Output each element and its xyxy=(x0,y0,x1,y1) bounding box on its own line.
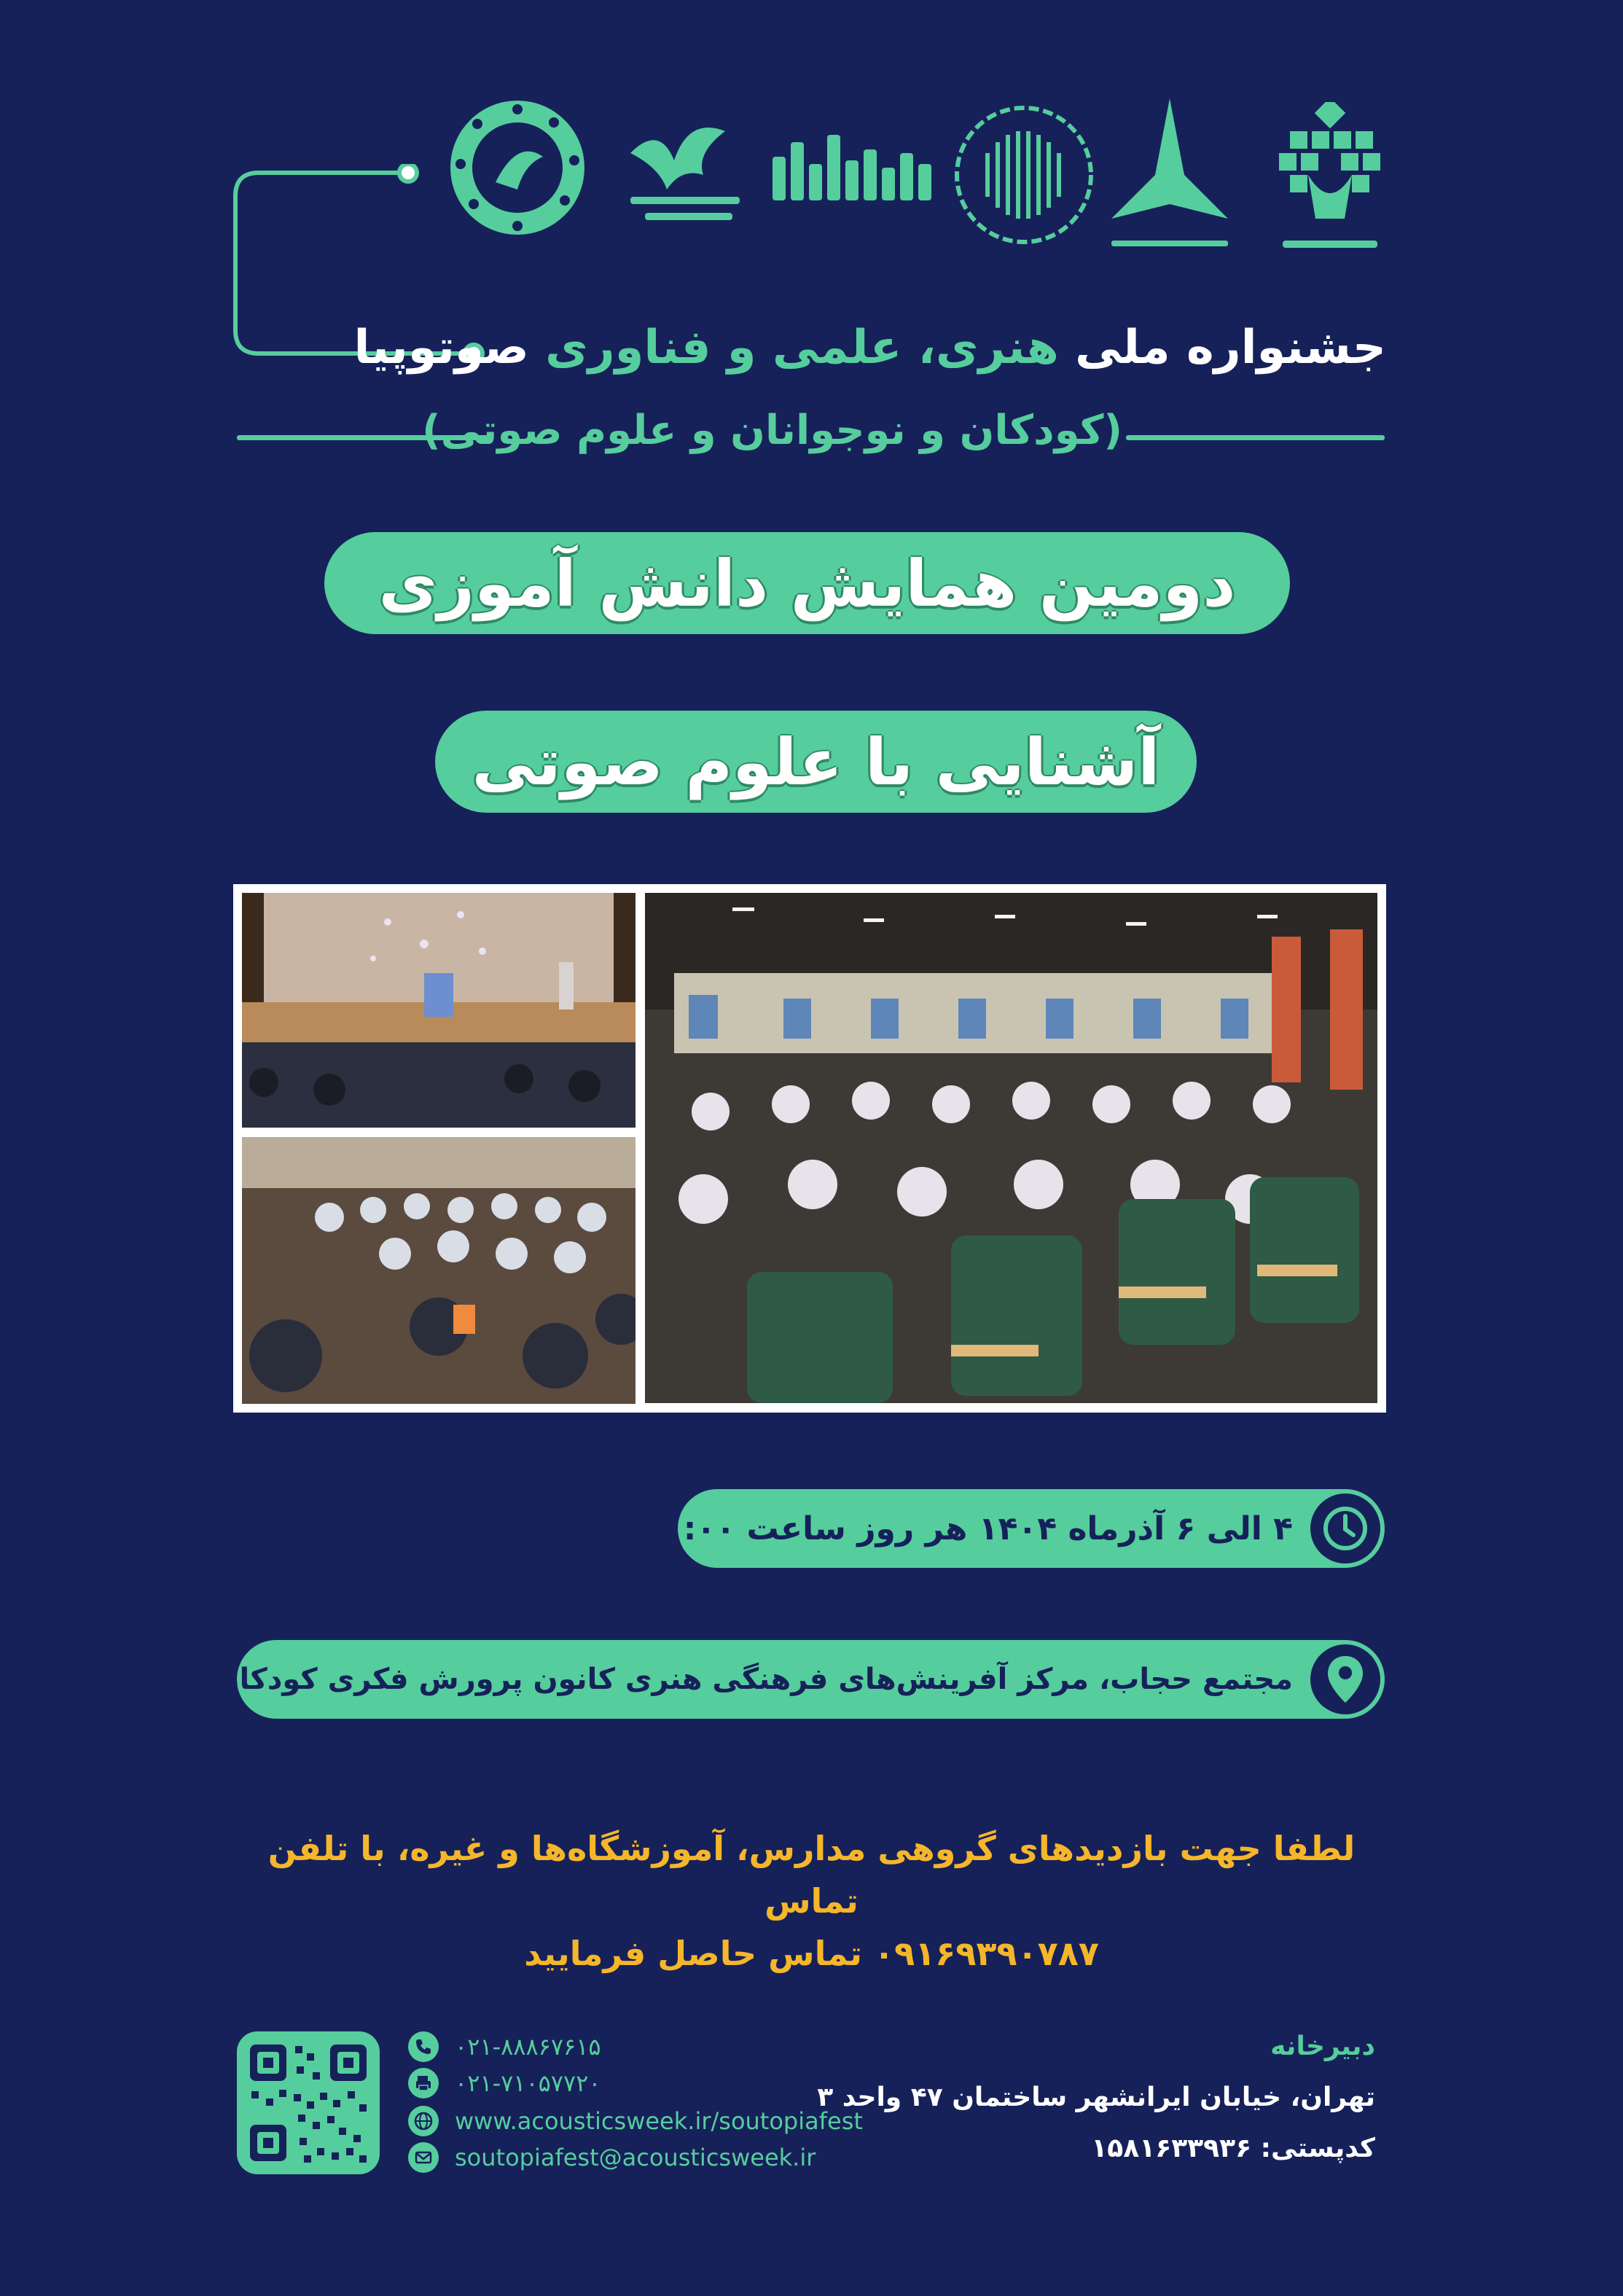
contact-website[interactable] xyxy=(408,2106,863,2136)
qr-code-pattern xyxy=(237,2031,380,2174)
office-label: دبیرخانه xyxy=(1270,2031,1375,2061)
contact-website-text: www.acousticsweek.ir/soutopiafest xyxy=(455,2107,863,2135)
festival-title-part1: جشنواره ملی xyxy=(1075,321,1386,375)
event-date-pill xyxy=(475,1489,1385,1568)
qr-code[interactable] xyxy=(237,2031,380,2174)
notice-line-2: ۰۹۱۶۹۳۹۰۷۸۷ تماس حاصل فرمایید xyxy=(524,1934,1099,1973)
contact-phone[interactable] xyxy=(408,2031,601,2062)
festival-title-part3: صوتوپیا xyxy=(353,321,529,375)
office-postal-code: کدپستی: ۱۵۸۱۶۳۳۹۳۶ xyxy=(1091,2133,1375,2163)
group-visit-notice xyxy=(219,1822,1404,1980)
subtitle-line-right xyxy=(1126,435,1385,440)
festival-title xyxy=(354,321,1386,375)
contact-email[interactable] xyxy=(408,2142,816,2173)
festival-subtitle: (کودکان و نوجوانان و علوم صوتی) xyxy=(422,407,1122,454)
contact-email-text: soutopiafest@acousticsweek.ir xyxy=(455,2144,816,2171)
phone-icon xyxy=(408,2031,439,2062)
stage-photo xyxy=(242,893,635,1128)
clock-icon xyxy=(1310,1493,1380,1563)
audience-photo-main xyxy=(645,893,1377,1403)
event-location-text: مجتمع حجاب، مرکز آفرینش‌های فرهنگی هنری کانون پرورش فکری کودکان و نوجوانان xyxy=(50,1663,1293,1696)
notice-line-1: لطفا جهت بازدیدهای گروهی مدارس، آموزشگاه‌ها و غیره، با تلفن تماس xyxy=(267,1829,1356,1921)
festival-title-part2: هنری، علمی و فناوری xyxy=(545,321,1059,375)
acoustics-society-logo xyxy=(951,102,1097,248)
jahad-daneshgahi-logo xyxy=(1268,102,1392,262)
contact-fax[interactable] xyxy=(408,2068,601,2098)
tech-kanoon-logo xyxy=(445,95,590,241)
event-title-pill-1: دومین همایش دانش آموزی xyxy=(324,532,1290,634)
fax-icon xyxy=(408,2068,439,2098)
audience-photo-left xyxy=(242,1137,635,1404)
office-address: تهران، خیابان ایرانشهر ساختمان ۴۷ واحد ۳ xyxy=(817,2082,1375,2112)
globe-icon xyxy=(408,2106,439,2136)
sponsor-logos xyxy=(437,95,1392,270)
location-pin-icon xyxy=(1310,1644,1380,1714)
event-photo-collage xyxy=(233,884,1386,1413)
event-date-text: ۴ الی ۶ آذرماه ۱۴۰۴ هر روز ساعت ۱۰:۰۰ الی ۱۱:۳۰ xyxy=(475,1510,1293,1547)
institute-logo xyxy=(1104,95,1235,262)
event-title-pill-2: آشنایی با علوم صوتی xyxy=(435,711,1197,813)
event-location-pill xyxy=(50,1640,1385,1719)
soutopia-logo xyxy=(769,128,936,215)
kanoon-logo xyxy=(616,109,747,241)
contact-fax-text: ۰۲۱-۷۱۰۵۷۷۲۰ xyxy=(455,2069,601,2097)
contact-phone-text: ۰۲۱-۸۸۸۶۷۶۱۵ xyxy=(455,2033,601,2061)
email-icon xyxy=(408,2142,439,2173)
